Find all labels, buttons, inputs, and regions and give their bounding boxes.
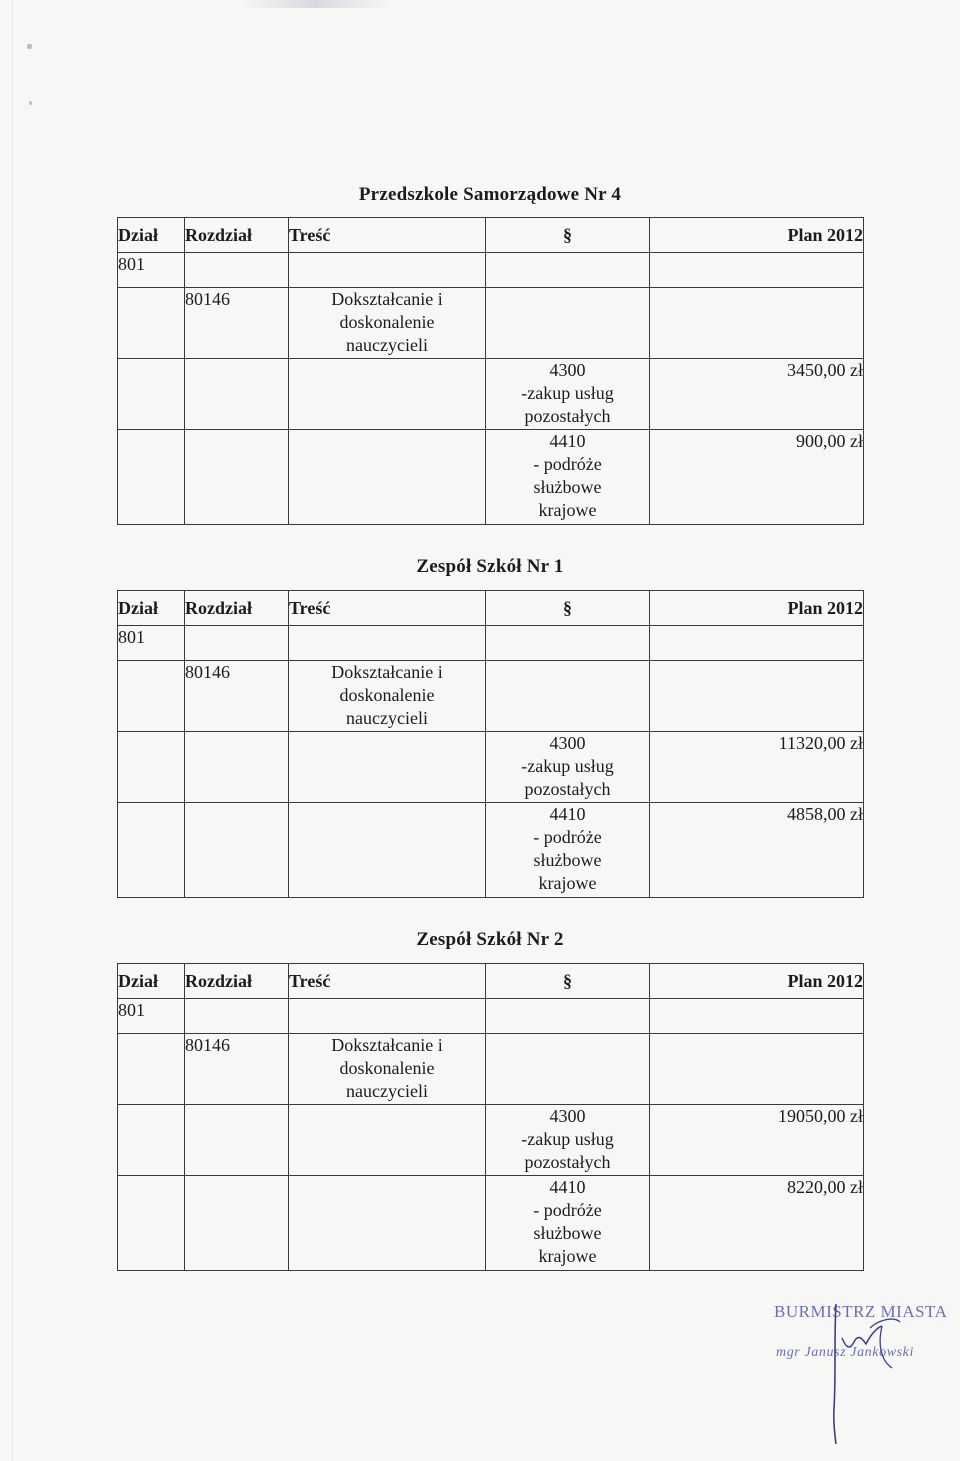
plan-amount: 8220,00 zł — [650, 1176, 864, 1271]
scan-mark — [29, 101, 32, 105]
empty-cell — [185, 253, 289, 288]
empty-cell — [118, 803, 185, 898]
empty-cell — [185, 359, 289, 430]
paragraf-line: krajowe — [538, 1246, 597, 1266]
empty-cell — [650, 1034, 864, 1105]
budget-table — [117, 217, 864, 525]
paragraf-cell — [486, 732, 650, 803]
tresc-cell — [289, 288, 486, 359]
table-row — [118, 732, 864, 803]
rozdzial-cell: 80146 — [185, 661, 289, 732]
empty-cell — [289, 626, 486, 661]
empty-cell — [185, 430, 289, 525]
empty-cell — [185, 999, 289, 1034]
paragraf-line: pozostałych — [524, 406, 611, 426]
empty-cell — [289, 803, 486, 898]
header-paragraf: § — [486, 964, 650, 999]
tresc-line: doskonalenie — [339, 1058, 435, 1078]
header-rozdzial: Rozdział — [185, 591, 289, 626]
empty-cell — [289, 253, 486, 288]
paragraf-cell — [486, 359, 650, 430]
rozdzial-cell: 80146 — [185, 1034, 289, 1105]
empty-cell — [650, 253, 864, 288]
empty-cell — [118, 288, 185, 359]
page-edge — [12, 0, 13, 1461]
empty-cell — [486, 288, 650, 359]
table-row — [118, 430, 864, 525]
table-header-row — [118, 591, 864, 626]
dzial-cell: 801 — [118, 253, 185, 288]
table-row — [118, 359, 864, 430]
tresc-line: nauczycieli — [346, 335, 428, 355]
plan-amount: 19050,00 zł — [650, 1105, 864, 1176]
header-tresc: Treść — [289, 964, 486, 999]
empty-cell — [650, 626, 864, 661]
header-paragraf: § — [486, 218, 650, 253]
paragraf-line: służbowe — [533, 477, 602, 497]
tresc-line: nauczycieli — [346, 1081, 428, 1101]
paragraf-line: pozostałych — [524, 1152, 611, 1172]
handwritten-signature — [770, 1298, 960, 1448]
tresc-line: Dokształcanie i — [331, 289, 443, 309]
paragraf-line: 4410 — [549, 431, 586, 451]
paragraf-cell — [486, 430, 650, 525]
paragraf-line: krajowe — [538, 500, 597, 520]
paragraf-line: służbowe — [533, 1223, 602, 1243]
empty-cell — [185, 1176, 289, 1271]
paragraf-line: -zakup usług — [521, 756, 614, 776]
empty-cell — [118, 661, 185, 732]
header-dzial: Dział — [118, 964, 185, 999]
empty-cell — [118, 1105, 185, 1176]
paragraf-line: 4300 — [549, 360, 586, 380]
table-row — [118, 1034, 864, 1105]
table-row — [118, 1105, 864, 1176]
tresc-cell — [289, 661, 486, 732]
paragraf-line: pozostałych — [524, 779, 611, 799]
table-row — [118, 803, 864, 898]
empty-cell — [289, 430, 486, 525]
paragraf-line: - podróże — [533, 454, 602, 474]
header-rozdzial: Rozdział — [185, 964, 289, 999]
paragraf-cell — [486, 803, 650, 898]
budget-table — [117, 590, 864, 898]
tresc-line: nauczycieli — [346, 708, 428, 728]
paragraf-line: służbowe — [533, 850, 602, 870]
header-paragraf: § — [486, 591, 650, 626]
official-stamp — [770, 1298, 960, 1448]
empty-cell — [185, 1105, 289, 1176]
section-title: Przedszkole Samorządowe Nr 4 — [358, 184, 622, 205]
empty-cell — [289, 732, 486, 803]
scan-smudge — [240, 0, 390, 8]
empty-cell — [118, 430, 185, 525]
paragraf-line: 4410 — [549, 804, 586, 824]
paragraf-line: - podróże — [533, 1200, 602, 1220]
empty-cell — [118, 732, 185, 803]
empty-cell — [486, 999, 650, 1034]
table-header-row — [118, 218, 864, 253]
dzial-cell: 801 — [118, 999, 185, 1034]
stamp-name: mgr Janusz Jankowski — [776, 1345, 914, 1360]
tresc-line: doskonalenie — [339, 685, 435, 705]
header-tresc: Treść — [289, 591, 486, 626]
empty-cell — [185, 626, 289, 661]
table-row — [118, 288, 864, 359]
paragraf-line: -zakup usług — [521, 383, 614, 403]
empty-cell — [185, 803, 289, 898]
section-title: Zespół Szkół Nr 1 — [416, 556, 564, 577]
empty-cell — [289, 359, 486, 430]
table-row — [118, 999, 864, 1034]
table-row — [118, 253, 864, 288]
plan-amount: 4858,00 zł — [650, 803, 864, 898]
scan-mark — [27, 44, 32, 49]
paragraf-line: - podróże — [533, 827, 602, 847]
empty-cell — [289, 1105, 486, 1176]
rozdzial-cell: 80146 — [185, 288, 289, 359]
empty-cell — [650, 288, 864, 359]
empty-cell — [118, 359, 185, 430]
empty-cell — [486, 661, 650, 732]
stamp-title: BURMISTRZ MIASTA — [774, 1302, 948, 1321]
plan-amount: 900,00 zł — [650, 430, 864, 525]
header-rozdzial: Rozdział — [185, 218, 289, 253]
tresc-line: Dokształcanie i — [331, 662, 443, 682]
tresc-line: doskonalenie — [339, 312, 435, 332]
tresc-cell — [289, 1034, 486, 1105]
table-header-row — [118, 964, 864, 999]
header-dzial: Dział — [118, 218, 185, 253]
header-plan: Plan 2012 — [650, 218, 864, 253]
header-dzial: Dział — [118, 591, 185, 626]
paragraf-cell — [486, 1176, 650, 1271]
empty-cell — [118, 1034, 185, 1105]
plan-amount: 3450,00 zł — [650, 359, 864, 430]
empty-cell — [486, 626, 650, 661]
empty-cell — [289, 1176, 486, 1271]
header-tresc: Treść — [289, 218, 486, 253]
header-plan: Plan 2012 — [650, 964, 864, 999]
table-row — [118, 661, 864, 732]
header-plan: Plan 2012 — [650, 591, 864, 626]
empty-cell — [185, 732, 289, 803]
empty-cell — [650, 661, 864, 732]
empty-cell — [486, 253, 650, 288]
dzial-cell: 801 — [118, 626, 185, 661]
empty-cell — [289, 999, 486, 1034]
empty-cell — [118, 1176, 185, 1271]
paragraf-line: 4300 — [549, 733, 586, 753]
paragraf-line: -zakup usług — [521, 1129, 614, 1149]
section-title: Zespół Szkół Nr 2 — [416, 929, 564, 950]
paragraf-line: 4410 — [549, 1177, 586, 1197]
budget-table — [117, 963, 864, 1271]
empty-cell — [486, 1034, 650, 1105]
paragraf-cell — [486, 1105, 650, 1176]
empty-cell — [650, 999, 864, 1034]
table-row — [118, 626, 864, 661]
table-row — [118, 1176, 864, 1271]
tresc-line: Dokształcanie i — [331, 1035, 443, 1055]
paragraf-line: krajowe — [538, 873, 597, 893]
plan-amount: 11320,00 zł — [650, 732, 864, 803]
paragraf-line: 4300 — [549, 1106, 586, 1126]
